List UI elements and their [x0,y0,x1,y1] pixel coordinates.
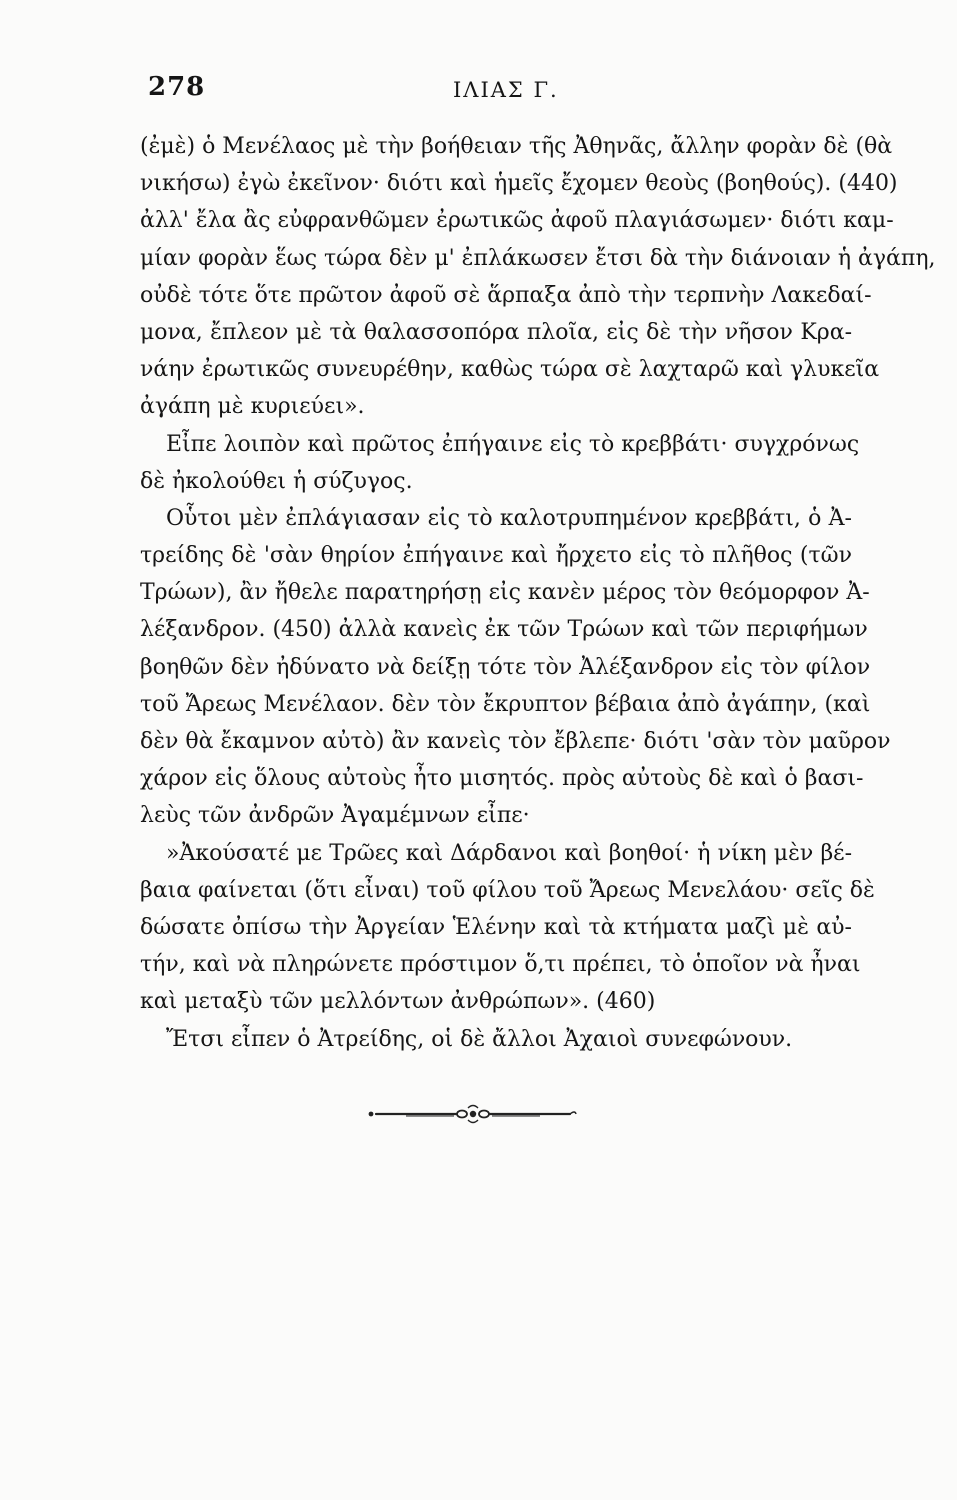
text-line: βαια φαίνεται (ὅτι εἶναι) τοῦ φίλου τοῦ Ἄρεως Μενελάου· σεῖς δὲ [140,877,875,903]
text-line: Τρώων), ἂν ἤθελε παρατηρήσῃ εἰς κανὲν μέρος τὸν θεόμορφον Ἀ- [140,580,870,606]
text-line: λεὺς τῶν ἀνδρῶν Ἀγαμέμνων εἶπε· [140,803,530,829]
page-header [148,72,848,112]
page-number: 278 [148,72,206,102]
text-line: τρείδης δὲ 'σὰν θηρίον ἐπήγαινε καὶ ἤρχετο εἰς τὸ πλῆθος (τῶν [140,543,852,569]
text-line: δὲ ἠκολούθει ἡ σύζυγος. [140,468,413,494]
text-line: δὲν θὰ ἔκαμνον αὐτὸ) ἂν κανεὶς τὸν ἔβλεπε· διότι 'σὰν τὸν μαῦρον [140,729,891,754]
text-line: Ἔτσι εἶπεν ὁ Ἀτρείδης, οἱ δὲ ἄλλοι Ἀχαιοὶ συνεφώνουν. [166,1026,793,1052]
text-line: »Ἀκούσατέ με Τρῶες καὶ Δάρδανοι καὶ βοηθοί· ἡ νίκη μὲν βέ- [166,840,852,866]
text-line: μονα, ἔπλεον μὲ τὰ θαλασσοπόρα πλοῖα, εἰς δὲ τὴν νῆσον Κρα- [140,319,852,345]
text-line: Οὗτοι μὲν ἐπλάγιασαν εἰς τὸ καλοτρυπημένον κρεββάτι, ὁ Ἀ- [166,505,852,531]
running-title: ΙΛΙΑΣ Γ. [453,78,559,102]
text-line: τοῦ Ἄρεως Μενέλαον. δὲν τὸν ἔκρυπτον βέβαια ἀπὸ ἀγάπην, (καὶ [140,691,871,717]
text-line: καὶ μεταξὺ τῶν μελλόντων ἀνθρώπων». (460) [140,989,656,1015]
text-line: νικήσω) ἐγὼ ἐκεῖνον· διότι καὶ ἡμεῖς ἔχομεν θεοὺς (βοηθούς). (440) [140,171,898,197]
text-line: λέξανδρον. (450) ἀλλὰ κανεὶς ἐκ τῶν Τρώων καὶ τῶν περιφήμων [140,617,868,643]
text-line: χάρον εἰς ὅλους αὐτοὺς ἦτο μισητός. πρὸς αὐτοὺς δὲ καὶ ὁ βασι- [140,766,864,792]
body-text [140,128,936,1052]
text-line: νάην ἐρωτικῶς συνευρέθην, καθὼς τώρα σὲ λαχταρῶ καὶ γλυκεῖα [140,357,880,383]
text-line: ἀλλ' ἔλα ἂς εὐφρανθῶμεν ἐρωτικῶς ἀφοῦ πλαγιάσωμεν· διότι καμ- [140,208,894,234]
text-line: (ἐμὲ) ὁ Μενέλαος μὲ τὴν βοήθειαν τῆς Ἀθηνᾶς, ἄλλην φορὰν δὲ (θὰ [140,134,893,159]
text-line: τήν, καὶ νὰ πληρώνετε πρόστιμον ὅ,τι πρέπει, τὸ ὁποῖον νὰ ἦναι [140,952,861,978]
text-line: δώσατε ὀπίσω τὴν Ἀργείαν Ἑλένην καὶ τὰ κτήματα μαζὶ μὲ αὐ- [140,914,852,940]
ornament-divider-icon [368,1100,578,1130]
text-line: βοηθῶν δὲν ἠδύνατο νὰ δείξῃ τότε τὸν Ἀλέξανδρον εἰς τὸν φίλον [140,654,871,680]
text-line: ἀγάπη μὲ κυριεύει». [140,394,365,420]
text-line: Εἶπε λοιπὸν καὶ πρῶτος ἐπήγαινε εἰς τὸ κρεββάτι· συγχρόνως [166,431,860,457]
text-line: οὐδὲ τότε ὅτε πρῶτον ἀφοῦ σὲ ἅρπαξα ἀπὸ τὴν τερπνὴν Λακεδαί- [140,282,872,308]
text-line: μίαν φορὰν ἕως τώρα δὲν μ' ἐπλάκωσεν ἔτσι δὰ τὴν διάνοιαν ἡ ἀγάπη, [140,245,936,271]
